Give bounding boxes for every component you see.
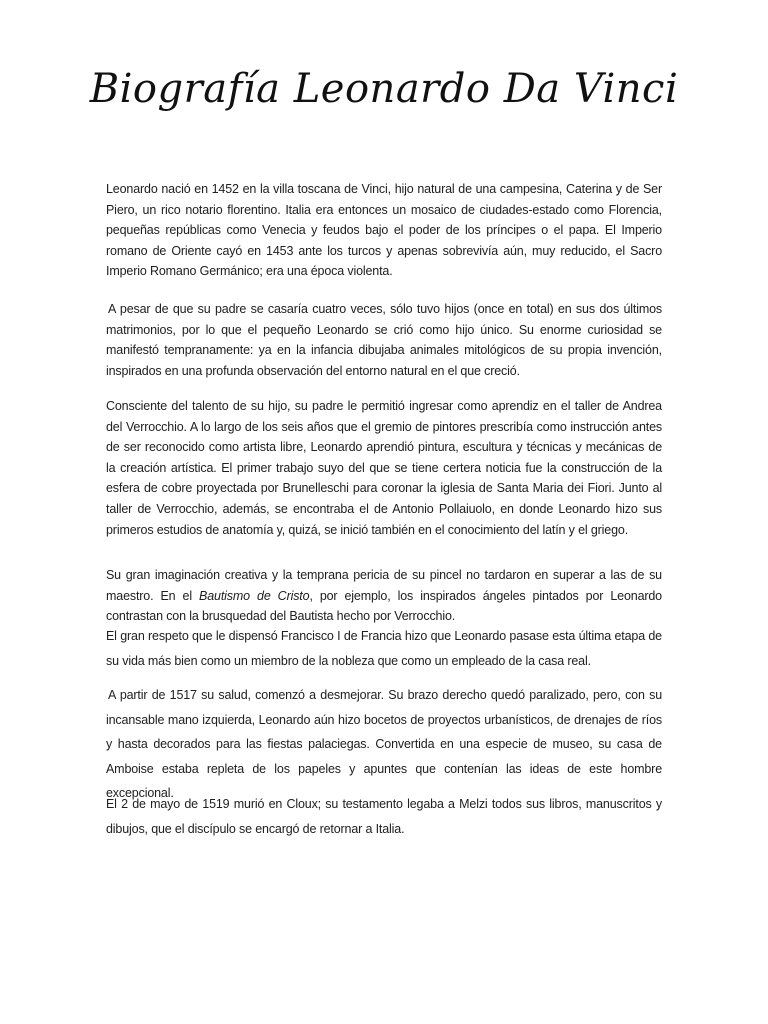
paragraph-health: A partir de 1517 su salud, comenzó a desmejorar. Su brazo derecho quedó paralizado, pero, con su incansable mano izquierda, Leonardo aún hizo bocetos de proyectos urbanísticos, de drenajes de ríos y hasta decorados para las fiestas palaciegas. Convertida en una especie de museo, su casa de Amboise estaba repleta de los papeles y apuntes que contenían las ideas de este hombre excepcional.	[106, 688, 662, 800]
paragraph-imagination-end: , por ejemplo, los inspirados ángeles pintados por Leonardo contrastan con la brusquedad del Bautista hecho por Verrocchio.	[106, 588, 662, 624]
paragraph-death: El 2 de mayo de 1519 murió en Cloux; su testamento legaba a Melzi todos sus libros, manuscritos y dibujos, que el discípulo se encargó de retornar a Italia.	[106, 797, 662, 836]
paragraph-birth: Leonardo nació en 1452 en la villa toscana de Vinci, hijo natural de una campesina, Caterina y de Ser Piero, un rico notario florentino. Italia era entonces un mosaico de ciudades-estado como Florencia, pequeñas repúblicas como Venecia y feudos bajo el poder de los príncipes o el papa. El Imperio romano de Oriente cayó en 1453 ante los turcos y apenas sobrevivía aún, muy reducido, el Sacro Imperio Romano Germánico; era una época violenta.	[106, 182, 662, 279]
paragraph-francis: El gran respeto que le dispensó Francisco I de Francia hizo que Leonardo pasase esta última etapa de su vida más bien como un miembro de la nobleza que como un empleado de la casa real.	[106, 629, 662, 668]
page-title: Biografía Leonardo Da Vinci	[89, 66, 679, 112]
artwork-title: Bautismo de Cristo	[199, 588, 310, 603]
paragraph-childhood: A pesar de que su padre se casaría cuatro veces, sólo tuvo hijos (once en total) en sus dos últimos matrimonios, por lo que el pequeño Leonardo se crió como hijo único. Su enorme curiosidad se manifestó tempranamente: ya en la infancia dibujaba animales mitológicos de su propia invención, inspirados en una profunda observación del entorno natural en el que creció.	[106, 302, 662, 378]
paragraph-apprenticeship: Consciente del talento de su hijo, su padre le permitió ingresar como aprendiz en el taller de Andrea del Verrocchio. A lo largo de los seis años que el gremio de pintores prescribía como instrucción antes de ser reconocido como artista libre, Leonardo aprendió pintura, escultura y técnicas y mecánicas de la creación artística. El primer trabajo suyo del que se tiene certera noticia fue la construcción de la esfera de cobre proyectada por Brunelleschi para coronar la iglesia de Santa Maria dei Fiori. Junto al taller de Verrocchio, además, se encontraba el de Antonio Pollaiuolo, en donde Leonardo hizo sus primeros estudios de anatomía y, quizá, se inició también en el conocimiento del latín y el griego.	[106, 399, 662, 537]
paragraph-imagination	[106, 565, 662, 627]
paragraph-imagination-start: Su gran imaginación creativa y la temprana pericia de su pincel no tardaron en superar a las de su maestro. En el	[106, 568, 662, 603]
